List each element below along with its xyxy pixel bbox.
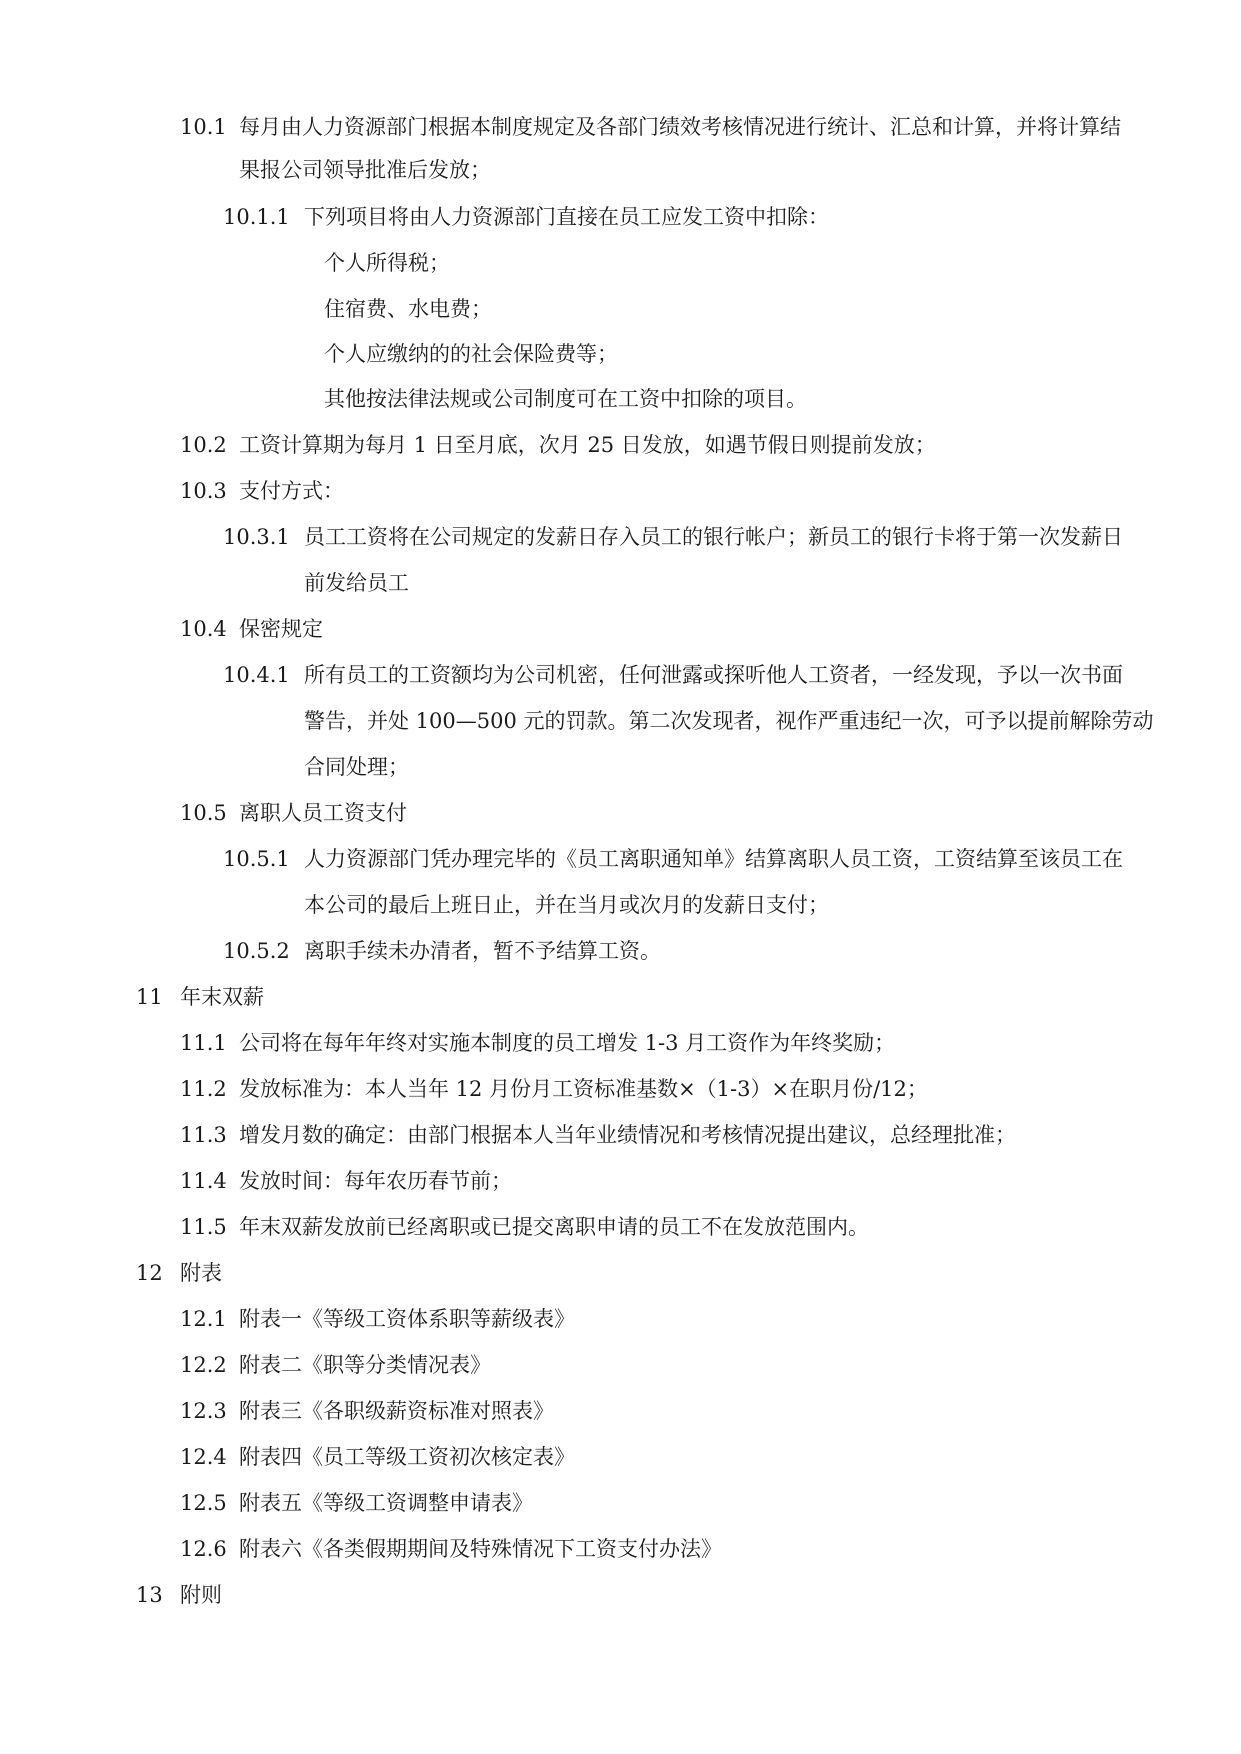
clause-text: 合同处理； [304, 755, 409, 779]
clause-text: 前发给员工 [304, 571, 409, 595]
clause-number: 12.2 [180, 1353, 227, 1377]
clause-text: 公司将在每年年终对实施本制度的员工增发 1-3 月工资作为年终奖励； [239, 1031, 896, 1055]
clause-number: 10.5.1 [223, 847, 290, 871]
clause-number: 10.1.1 [223, 205, 290, 229]
section-number: 13 [136, 1583, 163, 1607]
clause-number: 11.2 [180, 1077, 227, 1101]
clause-number: 12.3 [180, 1399, 227, 1423]
clause-text: 下列项目将由人力资源部门直接在员工应发工资中扣除： [304, 205, 829, 229]
clause-text: 附表六《各类假期期间及特殊情况下工资支付办法》 [239, 1537, 722, 1561]
clause-text: 发放标准为：本人当年 12 月份月工资标准基数×（1-3）×在职月份/12； [239, 1077, 928, 1101]
clause-text: 附表二《职等分类情况表》 [239, 1353, 491, 1377]
clause-number: 10.5 [180, 801, 227, 825]
clause-text: 本公司的最后上班日止，并在当月或次月的发薪日支付； [304, 893, 829, 917]
clause-number: 11.4 [180, 1169, 227, 1193]
clause-text: 果报公司领导批准后发放； [239, 158, 491, 182]
clause-text: 附表五《等级工资调整申请表》 [239, 1491, 533, 1515]
clause-number: 11.3 [180, 1123, 227, 1147]
deduction-item-text: 其他按法律法规或公司制度可在工资中扣除的项目。 [324, 387, 807, 411]
section-title: 附则 [180, 1583, 222, 1607]
clause-text: 人力资源部门凭办理完毕的《员工离职通知单》结算离职人员工资，工资结算至该员工在 [304, 847, 1123, 871]
clause-number: 11.1 [180, 1031, 227, 1055]
section-title: 年末双薪 [180, 985, 264, 1009]
clause-text: 离职手续未办清者，暂不予结算工资。 [304, 939, 661, 963]
deduction-item-text: 住宿费、水电费； [324, 297, 492, 321]
clause-number: 12.6 [180, 1537, 227, 1561]
clause-text: 附表四《员工等级工资初次核定表》 [239, 1445, 575, 1469]
clause-number: 10.3 [180, 479, 227, 503]
clause-text: 保密规定 [239, 617, 323, 641]
clause-text: 增发月数的确定：由部门根据本人当年业绩情况和考核情况提出建议，总经理批准； [239, 1123, 1016, 1147]
clause-number: 10.4.1 [223, 663, 290, 687]
clause-number: 11.5 [180, 1215, 227, 1239]
clause-number: 10.2 [180, 433, 227, 457]
clause-text: 工资计算期为每月 1 日至月底，次月 25 日发放，如遇节假日则提前发放； [239, 433, 936, 457]
deduction-item-text: 个人所得税； [324, 251, 450, 275]
clause-number: 10.4 [180, 617, 227, 641]
clause-text: 发放时间：每年农历春节前； [239, 1169, 512, 1193]
clause-number: 12.5 [180, 1491, 227, 1515]
clause-number: 12.4 [180, 1445, 227, 1469]
clause-text: 离职人员工资支付 [239, 801, 407, 825]
clause-text: 员工工资将在公司规定的发薪日存入员工的银行帐户；新员工的银行卡将于第一次发薪日 [304, 525, 1123, 549]
clause-text: 警告，并处 100—500 元的罚款。第二次发现者，视作严重违纪一次，可予以提前解除劳动 [304, 709, 1154, 733]
clause-text: 每月由人力资源部门根据本制度规定及各部门绩效考核情况进行统计、汇总和计算，并将计算结 [239, 115, 1121, 139]
clause-number: 12.1 [180, 1307, 227, 1331]
clause-text: 附表一《等级工资体系职等薪级表》 [239, 1307, 575, 1331]
clause-number: 10.3.1 [223, 525, 290, 549]
section-number: 12 [136, 1261, 163, 1285]
clause-text: 年末双薪发放前已经离职或已提交离职申请的员工不在发放范围内。 [239, 1215, 869, 1239]
clause-text: 附表三《各职级薪资标准对照表》 [239, 1399, 554, 1423]
clause-text: 支付方式： [239, 479, 344, 503]
section-title: 附表 [180, 1261, 222, 1285]
section-number: 11 [136, 985, 163, 1009]
clause-number: 10.1 [180, 115, 227, 139]
deduction-item-text: 个人应缴纳的的社会保险费等； [324, 342, 618, 366]
clause-text: 所有员工的工资额均为公司机密，任何泄露或探听他人工资者，一经发现，予以一次书面 [304, 663, 1123, 687]
clause-number: 10.5.2 [223, 939, 290, 963]
